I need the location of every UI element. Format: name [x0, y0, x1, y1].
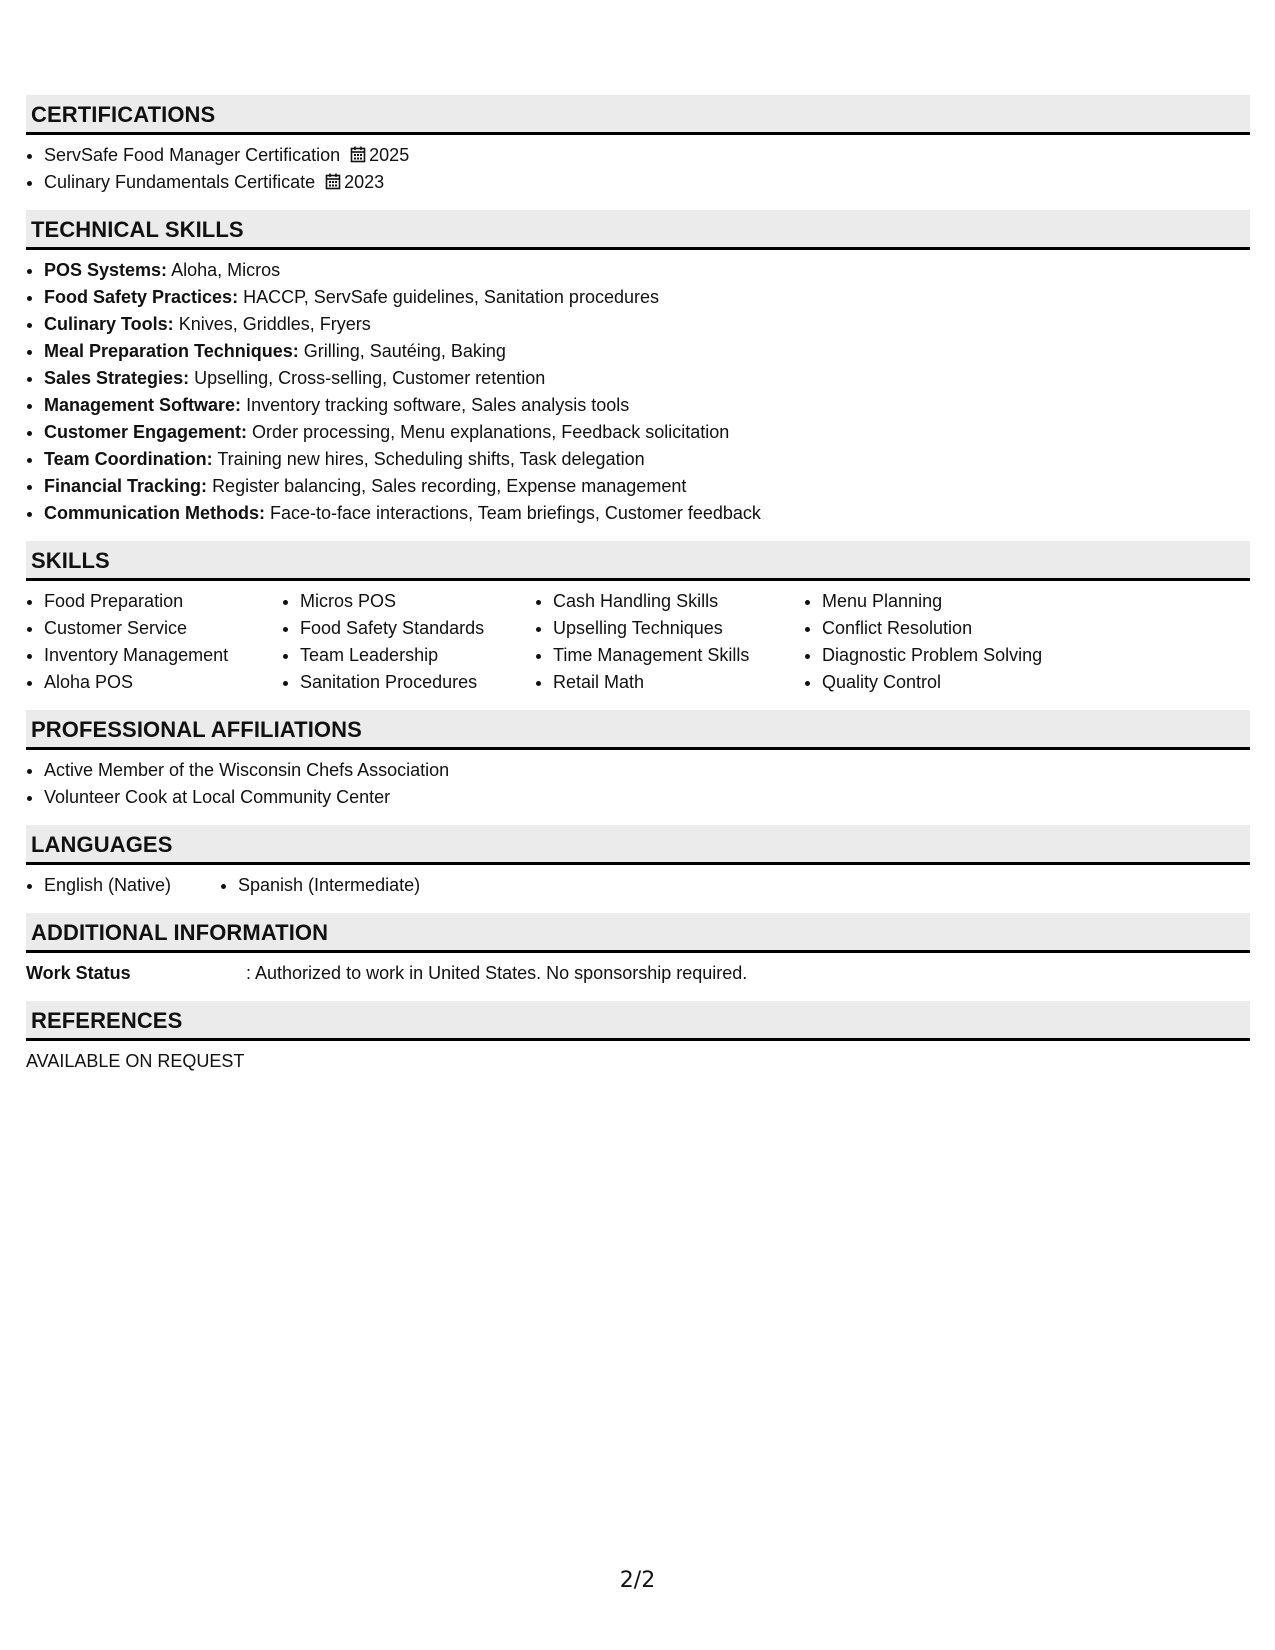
skill-item: • Diagnostic Problem Solving [822, 642, 1082, 669]
certification-name: ServSafe Food Manager Certification [44, 145, 341, 165]
section-title: TECHNICAL SKILLS [26, 210, 1250, 250]
skill-item: • Customer Service [44, 615, 282, 642]
skill-item: • Food Preparation [44, 588, 282, 615]
certifications-list [26, 142, 1250, 196]
technical-skills-section [26, 210, 1250, 527]
skill-category: Food Safety Practices: [44, 287, 239, 307]
section-title: REFERENCES [26, 1001, 1250, 1041]
skills-section [26, 541, 1250, 696]
skill-values: Training new hires, Scheduling shifts, Task delegation [217, 449, 645, 469]
skill-item: • Quality Control [822, 669, 1082, 696]
skill-values: Upselling, Cross-selling, Customer retention [194, 368, 546, 388]
skills-grid [26, 588, 1250, 696]
skill-item: • Aloha POS [44, 669, 282, 696]
skill-values: Inventory tracking software, Sales analysis tools [246, 395, 630, 415]
certification-year: 2025 [369, 145, 410, 165]
skill-category: Communication Methods: [44, 503, 265, 523]
work-status-label: Work Status [26, 963, 131, 983]
skill-item: • Food Safety Standards [300, 615, 535, 642]
skill-category: Meal Preparation Techniques: [44, 341, 299, 361]
calendar-icon [325, 173, 341, 190]
skill-values: Face-to-face interactions, Team briefings, Customer feedback [270, 503, 761, 523]
technical-skill-item [44, 500, 1250, 527]
language-column [220, 872, 420, 899]
skill-item: • Menu Planning [822, 588, 1082, 615]
section-title: ADDITIONAL INFORMATION [26, 913, 1250, 953]
language-item: • Spanish (Intermediate) [238, 872, 420, 899]
certification-item [44, 169, 1250, 196]
section-title: LANGUAGES [26, 825, 1250, 865]
technical-skill-item [44, 338, 1250, 365]
skill-category: Sales Strategies: [44, 368, 190, 388]
references-section [26, 1001, 1250, 1075]
technical-skill-item [44, 446, 1250, 473]
skills-column [282, 588, 535, 696]
skill-category: POS Systems: [44, 260, 168, 280]
technical-skill-item [44, 365, 1250, 392]
technical-skills-list [26, 257, 1250, 527]
technical-skill-item [44, 284, 1250, 311]
certification-name: Culinary Fundamentals Certificate [44, 172, 316, 192]
work-status-row [26, 960, 1250, 987]
skill-item: • Micros POS [300, 588, 535, 615]
certification-year: 2023 [344, 172, 385, 192]
technical-skill-item [44, 257, 1250, 284]
skill-item: • Team Leadership [300, 642, 535, 669]
skill-values: Aloha, Micros [171, 260, 281, 280]
skill-category: Team Coordination: [44, 449, 213, 469]
language-item: • English (Native) [44, 872, 220, 899]
skill-category: Management Software: [44, 395, 242, 415]
skill-values: Knives, Griddles, Fryers [178, 314, 371, 334]
skill-values: Grilling, Sautéing, Baking [303, 341, 506, 361]
skill-item: • Inventory Management [44, 642, 282, 669]
resume-page [26, 95, 1250, 1089]
technical-skill-item [44, 419, 1250, 446]
skill-item: • Time Management Skills [553, 642, 804, 669]
skill-item: • Cash Handling Skills [553, 588, 804, 615]
languages-list [26, 872, 1250, 899]
skills-column [804, 588, 1082, 696]
technical-skill-item [44, 473, 1250, 500]
skill-values: Register balancing, Sales recording, Expense management [212, 476, 687, 496]
skill-category: Financial Tracking: [44, 476, 208, 496]
skill-values: HACCP, ServSafe guidelines, Sanitation procedures [243, 287, 659, 307]
additional-info-section [26, 913, 1250, 987]
section-title: PROFESSIONAL AFFILIATIONS [26, 710, 1250, 750]
skills-column [26, 588, 282, 696]
languages-section [26, 825, 1250, 899]
skills-column [535, 588, 804, 696]
skill-values: Order processing, Menu explanations, Feedback solicitation [252, 422, 730, 442]
certification-item [44, 142, 1250, 169]
technical-skill-item [44, 392, 1250, 419]
skill-item: • Sanitation Procedures [300, 669, 535, 696]
certifications-section [26, 95, 1250, 196]
skill-item: • Conflict Resolution [822, 615, 1082, 642]
skill-item: • Upselling Techniques [553, 615, 804, 642]
calendar-icon [350, 146, 366, 163]
skill-category: Customer Engagement: [44, 422, 248, 442]
section-title: SKILLS [26, 541, 1250, 581]
skill-item: • Retail Math [553, 669, 804, 696]
section-title: CERTIFICATIONS [26, 95, 1250, 135]
affiliations-list [26, 757, 1250, 811]
technical-skill-item [44, 311, 1250, 338]
affiliations-section [26, 710, 1250, 811]
references-text: AVAILABLE ON REQUEST [26, 1051, 245, 1071]
language-column [26, 872, 220, 899]
skill-category: Culinary Tools: [44, 314, 174, 334]
affiliation-item: • Volunteer Cook at Local Community Center [44, 784, 1250, 811]
affiliation-item: • Active Member of the Wisconsin Chefs Association [44, 757, 1250, 784]
page-number: 2/2 [619, 1568, 656, 1593]
work-status-value: : Authorized to work in United States. No sponsorship required. [246, 963, 748, 983]
